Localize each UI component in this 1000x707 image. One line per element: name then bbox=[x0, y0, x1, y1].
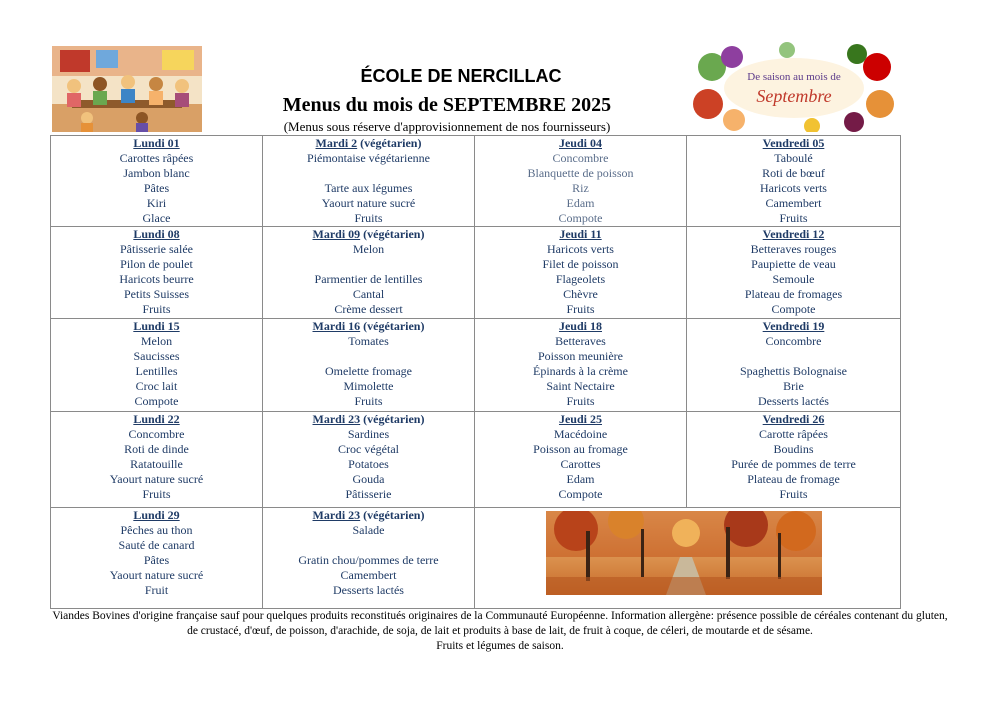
day-cell bbox=[51, 136, 263, 227]
day-label: Mardi 16 bbox=[312, 319, 361, 333]
week-row bbox=[51, 412, 901, 508]
day-header bbox=[475, 319, 686, 334]
season-caption: De saison au mois de bbox=[747, 71, 841, 83]
menu-item: Concombre bbox=[765, 334, 822, 348]
menu-item: Fruits bbox=[142, 487, 171, 501]
menu-item: Fruits bbox=[354, 211, 383, 225]
season-month: Septembre bbox=[756, 86, 832, 106]
day-cell bbox=[475, 319, 687, 412]
menu-item: Riz bbox=[572, 181, 589, 195]
day-header bbox=[263, 136, 474, 151]
menu-item: Taboulé bbox=[774, 151, 813, 165]
menu-item: Tarte aux légumes bbox=[324, 181, 413, 195]
day-cell bbox=[263, 319, 475, 412]
menu-item: Lentilles bbox=[135, 364, 178, 378]
menu-item: Pêches au thon bbox=[120, 523, 193, 537]
day-label: Jeudi 04 bbox=[558, 136, 602, 150]
menu-item: Poisson au fromage bbox=[533, 442, 628, 456]
menu-item: Carottes bbox=[560, 457, 601, 471]
day-label: Mardi 2 bbox=[315, 136, 358, 150]
menu-item: Croc végétal bbox=[338, 442, 399, 456]
menu-item: Camembert bbox=[340, 568, 397, 582]
day-header bbox=[263, 412, 474, 427]
menu-item bbox=[263, 257, 474, 272]
day-label: Mardi 09 bbox=[312, 227, 361, 241]
menu-item: Fruits bbox=[354, 394, 383, 408]
day-cell bbox=[51, 319, 263, 412]
day-label: Mardi 23 bbox=[312, 412, 361, 426]
menu-item: Concombre bbox=[128, 427, 185, 441]
menu-item: Pâtes bbox=[143, 553, 170, 567]
menu-item: Pâtisserie salée bbox=[120, 242, 193, 256]
menu-item: Roti de dinde bbox=[124, 442, 189, 456]
menu-item: Fruits bbox=[142, 302, 171, 316]
week-row bbox=[51, 136, 901, 227]
menu-item: Purée de pommes de terre bbox=[731, 457, 856, 471]
menu-item: Roti de bœuf bbox=[762, 166, 825, 180]
day-label: Lundi 08 bbox=[133, 227, 180, 241]
day-cell bbox=[263, 508, 475, 609]
menu-item: Croc lait bbox=[135, 379, 178, 393]
seasonal-note: Fruits et légumes de saison. bbox=[436, 640, 564, 652]
menu-item: Compote bbox=[134, 394, 179, 408]
day-label: Vendredi 26 bbox=[762, 412, 825, 426]
menu-item: Haricots beurre bbox=[119, 272, 194, 286]
menu-item: Petits Suisses bbox=[123, 287, 189, 301]
vegetarian-tag: (végétarien) bbox=[360, 319, 425, 333]
menu-item: Spaghettis Bolognaise bbox=[740, 364, 847, 378]
menu-item: Semoule bbox=[772, 272, 815, 286]
menu-item: Plateau de fromages bbox=[744, 287, 843, 301]
allergen-note: Viandes Bovines d'origine française sauf pour quelques produits reconstitués originaires de la Communauté Européenne. Information allergène: présence possible de céréales contenant du gluten, de crustacé, d'œuf, de poisson, d'arachide, de soja, de lait et produits à base de lait, de fruit à coque, de céleri, de moutarde et de sésame. bbox=[52, 610, 948, 637]
menu-item: Crème dessert bbox=[334, 302, 403, 316]
menu-item: Cantal bbox=[352, 287, 385, 301]
day-cell bbox=[263, 227, 475, 319]
menu-item: Gouda bbox=[352, 472, 385, 486]
menu-item: Edam bbox=[566, 196, 595, 210]
day-cell bbox=[687, 412, 901, 508]
day-header bbox=[263, 508, 474, 523]
day-cell bbox=[687, 136, 901, 227]
menu-item: Pilon de poulet bbox=[120, 257, 193, 271]
day-header bbox=[263, 319, 474, 334]
menu-item: Camembert bbox=[765, 196, 822, 210]
day-label: Jeudi 11 bbox=[559, 227, 602, 241]
autumn-forest-image bbox=[546, 511, 822, 595]
day-cell bbox=[475, 227, 687, 319]
menu-item bbox=[263, 166, 474, 181]
day-header bbox=[687, 136, 900, 151]
day-label: Lundi 22 bbox=[133, 412, 180, 426]
vegetarian-tag: (végétarien) bbox=[360, 227, 425, 241]
day-label: Lundi 29 bbox=[133, 508, 180, 522]
menu-item: Fruit bbox=[144, 583, 169, 597]
menu-item: Sauté de canard bbox=[118, 538, 195, 552]
menu-item: Ratatouille bbox=[130, 457, 183, 471]
menu-item: Haricots verts bbox=[760, 181, 827, 195]
menu-item: Omelette fromage bbox=[325, 364, 412, 378]
menu-item: Carotte râpées bbox=[759, 427, 828, 441]
menu-item: Melon bbox=[140, 334, 173, 348]
week-row bbox=[51, 319, 901, 412]
day-header bbox=[51, 508, 262, 523]
menu-item: Brie bbox=[783, 379, 804, 393]
day-label: Vendredi 19 bbox=[762, 319, 825, 333]
day-label: Jeudi 25 bbox=[558, 412, 602, 426]
menu-item: Desserts lactés bbox=[333, 583, 404, 597]
menu-item: Flageolets bbox=[555, 272, 606, 286]
day-label: Lundi 01 bbox=[133, 136, 180, 150]
day-header bbox=[51, 227, 262, 242]
menu-item: Fruits bbox=[779, 487, 808, 501]
menu-item: Piémontaise végétarienne bbox=[307, 151, 430, 165]
menu-item: Betteraves rouges bbox=[750, 242, 837, 256]
day-label: Mardi 23 bbox=[312, 508, 361, 522]
menu-item: Pâtes bbox=[143, 181, 170, 195]
day-header bbox=[263, 227, 474, 242]
day-header bbox=[687, 319, 900, 334]
menu-item: Épinards à la crème bbox=[533, 364, 628, 378]
day-cell bbox=[687, 227, 901, 319]
menu-item: Glace bbox=[142, 211, 171, 225]
day-cell bbox=[263, 412, 475, 508]
menu-item: Fruits bbox=[566, 394, 595, 408]
menu-item: Compote bbox=[558, 211, 603, 225]
menu-item: Fruits bbox=[566, 302, 595, 316]
vegetarian-tag: (végétarien) bbox=[357, 136, 422, 150]
menu-item: Haricots verts bbox=[547, 242, 614, 256]
menu-item: Mimolette bbox=[343, 379, 394, 393]
day-cell bbox=[687, 319, 901, 412]
vegetarian-tag: (végétarien) bbox=[360, 412, 425, 426]
day-cell bbox=[475, 412, 687, 508]
day-label: Jeudi 18 bbox=[558, 319, 602, 333]
menu-item: Parmentier de lentilles bbox=[314, 272, 423, 286]
menu-item: Kiri bbox=[146, 196, 167, 210]
day-header bbox=[475, 227, 686, 242]
menu-item: Chèvre bbox=[563, 287, 598, 301]
day-label: Vendredi 05 bbox=[762, 136, 825, 150]
menu-item: Filet de poisson bbox=[542, 257, 619, 271]
day-cell bbox=[263, 136, 475, 227]
day-cell bbox=[51, 508, 263, 609]
menu-item: Boudins bbox=[773, 442, 814, 456]
menu-item: Saint Nectaire bbox=[546, 379, 615, 393]
menu-item: Salade bbox=[352, 523, 385, 537]
allergen-footer bbox=[50, 609, 950, 654]
day-cell bbox=[51, 227, 263, 319]
menu-item: Concombre bbox=[552, 151, 609, 165]
menu-item: Yaourt nature sucré bbox=[109, 472, 204, 486]
menu-item: Desserts lactés bbox=[758, 394, 829, 408]
menu-item: Compote bbox=[558, 487, 603, 501]
menu-item: Carottes râpées bbox=[119, 151, 194, 165]
day-header bbox=[51, 136, 262, 151]
menu-item: Betteraves bbox=[555, 334, 606, 348]
menu-item: Yaourt nature sucré bbox=[109, 568, 204, 582]
vegetarian-tag: (végétarien) bbox=[360, 508, 425, 522]
day-header bbox=[687, 412, 900, 427]
menu-item: Saucisses bbox=[133, 349, 180, 363]
menu-item: Plateau de fromage bbox=[747, 472, 840, 486]
menu-item bbox=[263, 349, 474, 364]
school-name: ÉCOLE DE NERCILLAC bbox=[360, 66, 562, 86]
menu-item bbox=[263, 538, 474, 553]
menu-item: Potatoes bbox=[348, 457, 389, 471]
menu-item bbox=[687, 349, 900, 364]
day-header bbox=[475, 412, 686, 427]
menu-item: Macédoine bbox=[553, 427, 608, 441]
menu-item: Sardines bbox=[347, 427, 390, 441]
menu-item: Jambon blanc bbox=[123, 166, 190, 180]
menu-item: Edam bbox=[566, 472, 595, 486]
menu-item: Compote bbox=[771, 302, 816, 316]
day-header bbox=[51, 412, 262, 427]
page-subtitle: (Menus sous réserve d'approvisionnement de nos fournisseurs) bbox=[283, 119, 611, 134]
menu-item: Gratin chou/pommes de terre bbox=[298, 553, 439, 567]
menu-item: Blanquette de poisson bbox=[527, 166, 634, 180]
menu-item: Fruits bbox=[779, 211, 808, 225]
menu-item: Pâtisserie bbox=[345, 487, 392, 501]
day-header bbox=[51, 319, 262, 334]
day-label: Vendredi 12 bbox=[762, 227, 825, 241]
menu-item: Tomates bbox=[348, 334, 389, 348]
menu-item: Yaourt nature sucré bbox=[321, 196, 416, 210]
week-row bbox=[51, 227, 901, 319]
day-header bbox=[687, 227, 900, 242]
day-header bbox=[475, 136, 686, 151]
day-cell bbox=[475, 136, 687, 227]
menu-item: Poisson meunière bbox=[538, 349, 623, 363]
menu-item: Melon bbox=[352, 242, 385, 256]
menu-item: Paupiette de veau bbox=[751, 257, 836, 271]
page-title: Menus du mois de SEPTEMBRE 2025 bbox=[282, 94, 612, 116]
day-cell bbox=[51, 412, 263, 508]
day-label: Lundi 15 bbox=[133, 319, 180, 333]
